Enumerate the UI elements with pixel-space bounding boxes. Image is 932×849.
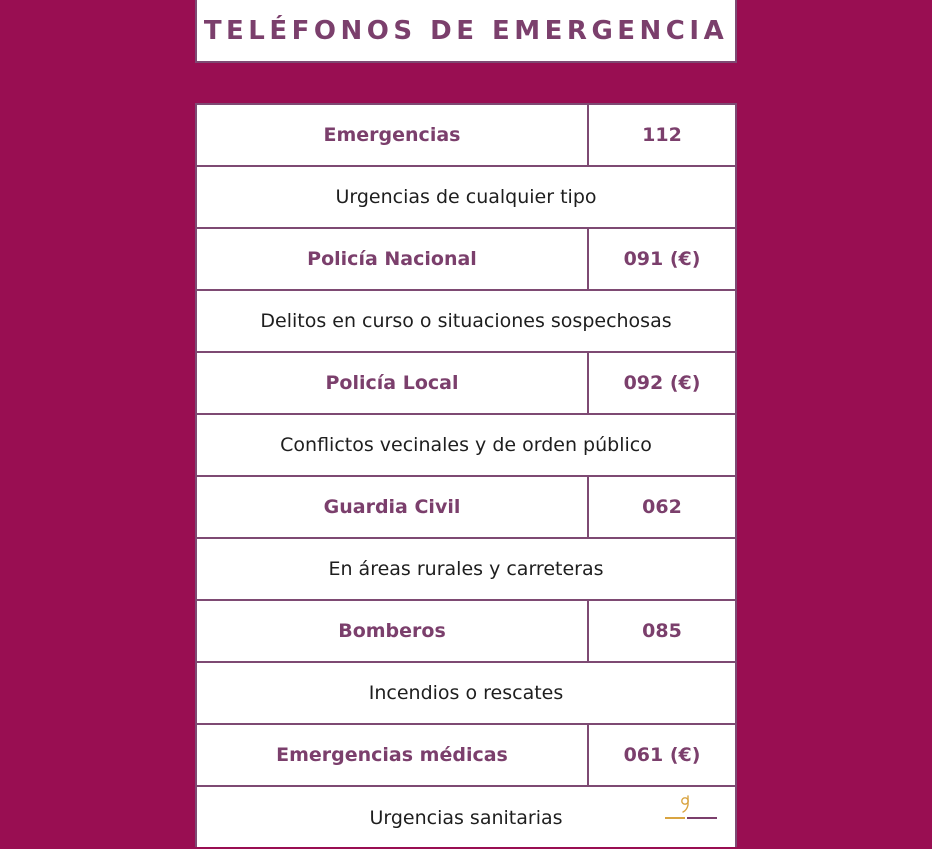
description-row <box>197 663 735 725</box>
service-description: Urgencias sanitarias <box>369 807 563 829</box>
description-row <box>197 539 735 601</box>
description-row <box>197 415 735 477</box>
service-name: Guardia Civil <box>197 477 589 537</box>
description-row <box>197 787 735 849</box>
service-number: 112 <box>642 124 682 146</box>
service-row-emergencias <box>197 105 735 167</box>
service-name: Policía Local <box>197 353 589 413</box>
title-banner <box>195 0 737 63</box>
service-description: En áreas rurales y carreteras <box>328 558 604 580</box>
emergency-phone-table <box>195 103 737 847</box>
service-description: Conflictos vecinales y de orden público <box>280 434 652 456</box>
service-row-policia-local <box>197 353 735 415</box>
brand-logo-icon <box>663 793 721 827</box>
service-description: Delitos en curso o situaciones sospechosas <box>260 310 672 332</box>
service-name: Emergencias <box>197 105 589 165</box>
service-name: Emergencias médicas <box>197 725 589 785</box>
service-row-bomberos <box>197 601 735 663</box>
description-row <box>197 167 735 229</box>
service-name: Policía Nacional <box>197 229 589 289</box>
service-number: 091 (€) <box>623 248 701 270</box>
service-number: 062 <box>642 496 682 518</box>
service-description: Incendios o rescates <box>368 682 564 704</box>
service-name: Bomberos <box>197 601 589 661</box>
service-number: 061 (€) <box>623 744 701 766</box>
page-title: TELÉFONOS DE EMERGENCIA <box>203 15 729 46</box>
service-row-policia-nacional <box>197 229 735 291</box>
service-number: 092 (€) <box>623 372 701 394</box>
service-description: Urgencias de cualquier tipo <box>335 186 597 208</box>
service-row-guardia-civil <box>197 477 735 539</box>
service-number: 085 <box>642 620 682 642</box>
service-row-emergencias-medicas <box>197 725 735 787</box>
description-row <box>197 291 735 353</box>
